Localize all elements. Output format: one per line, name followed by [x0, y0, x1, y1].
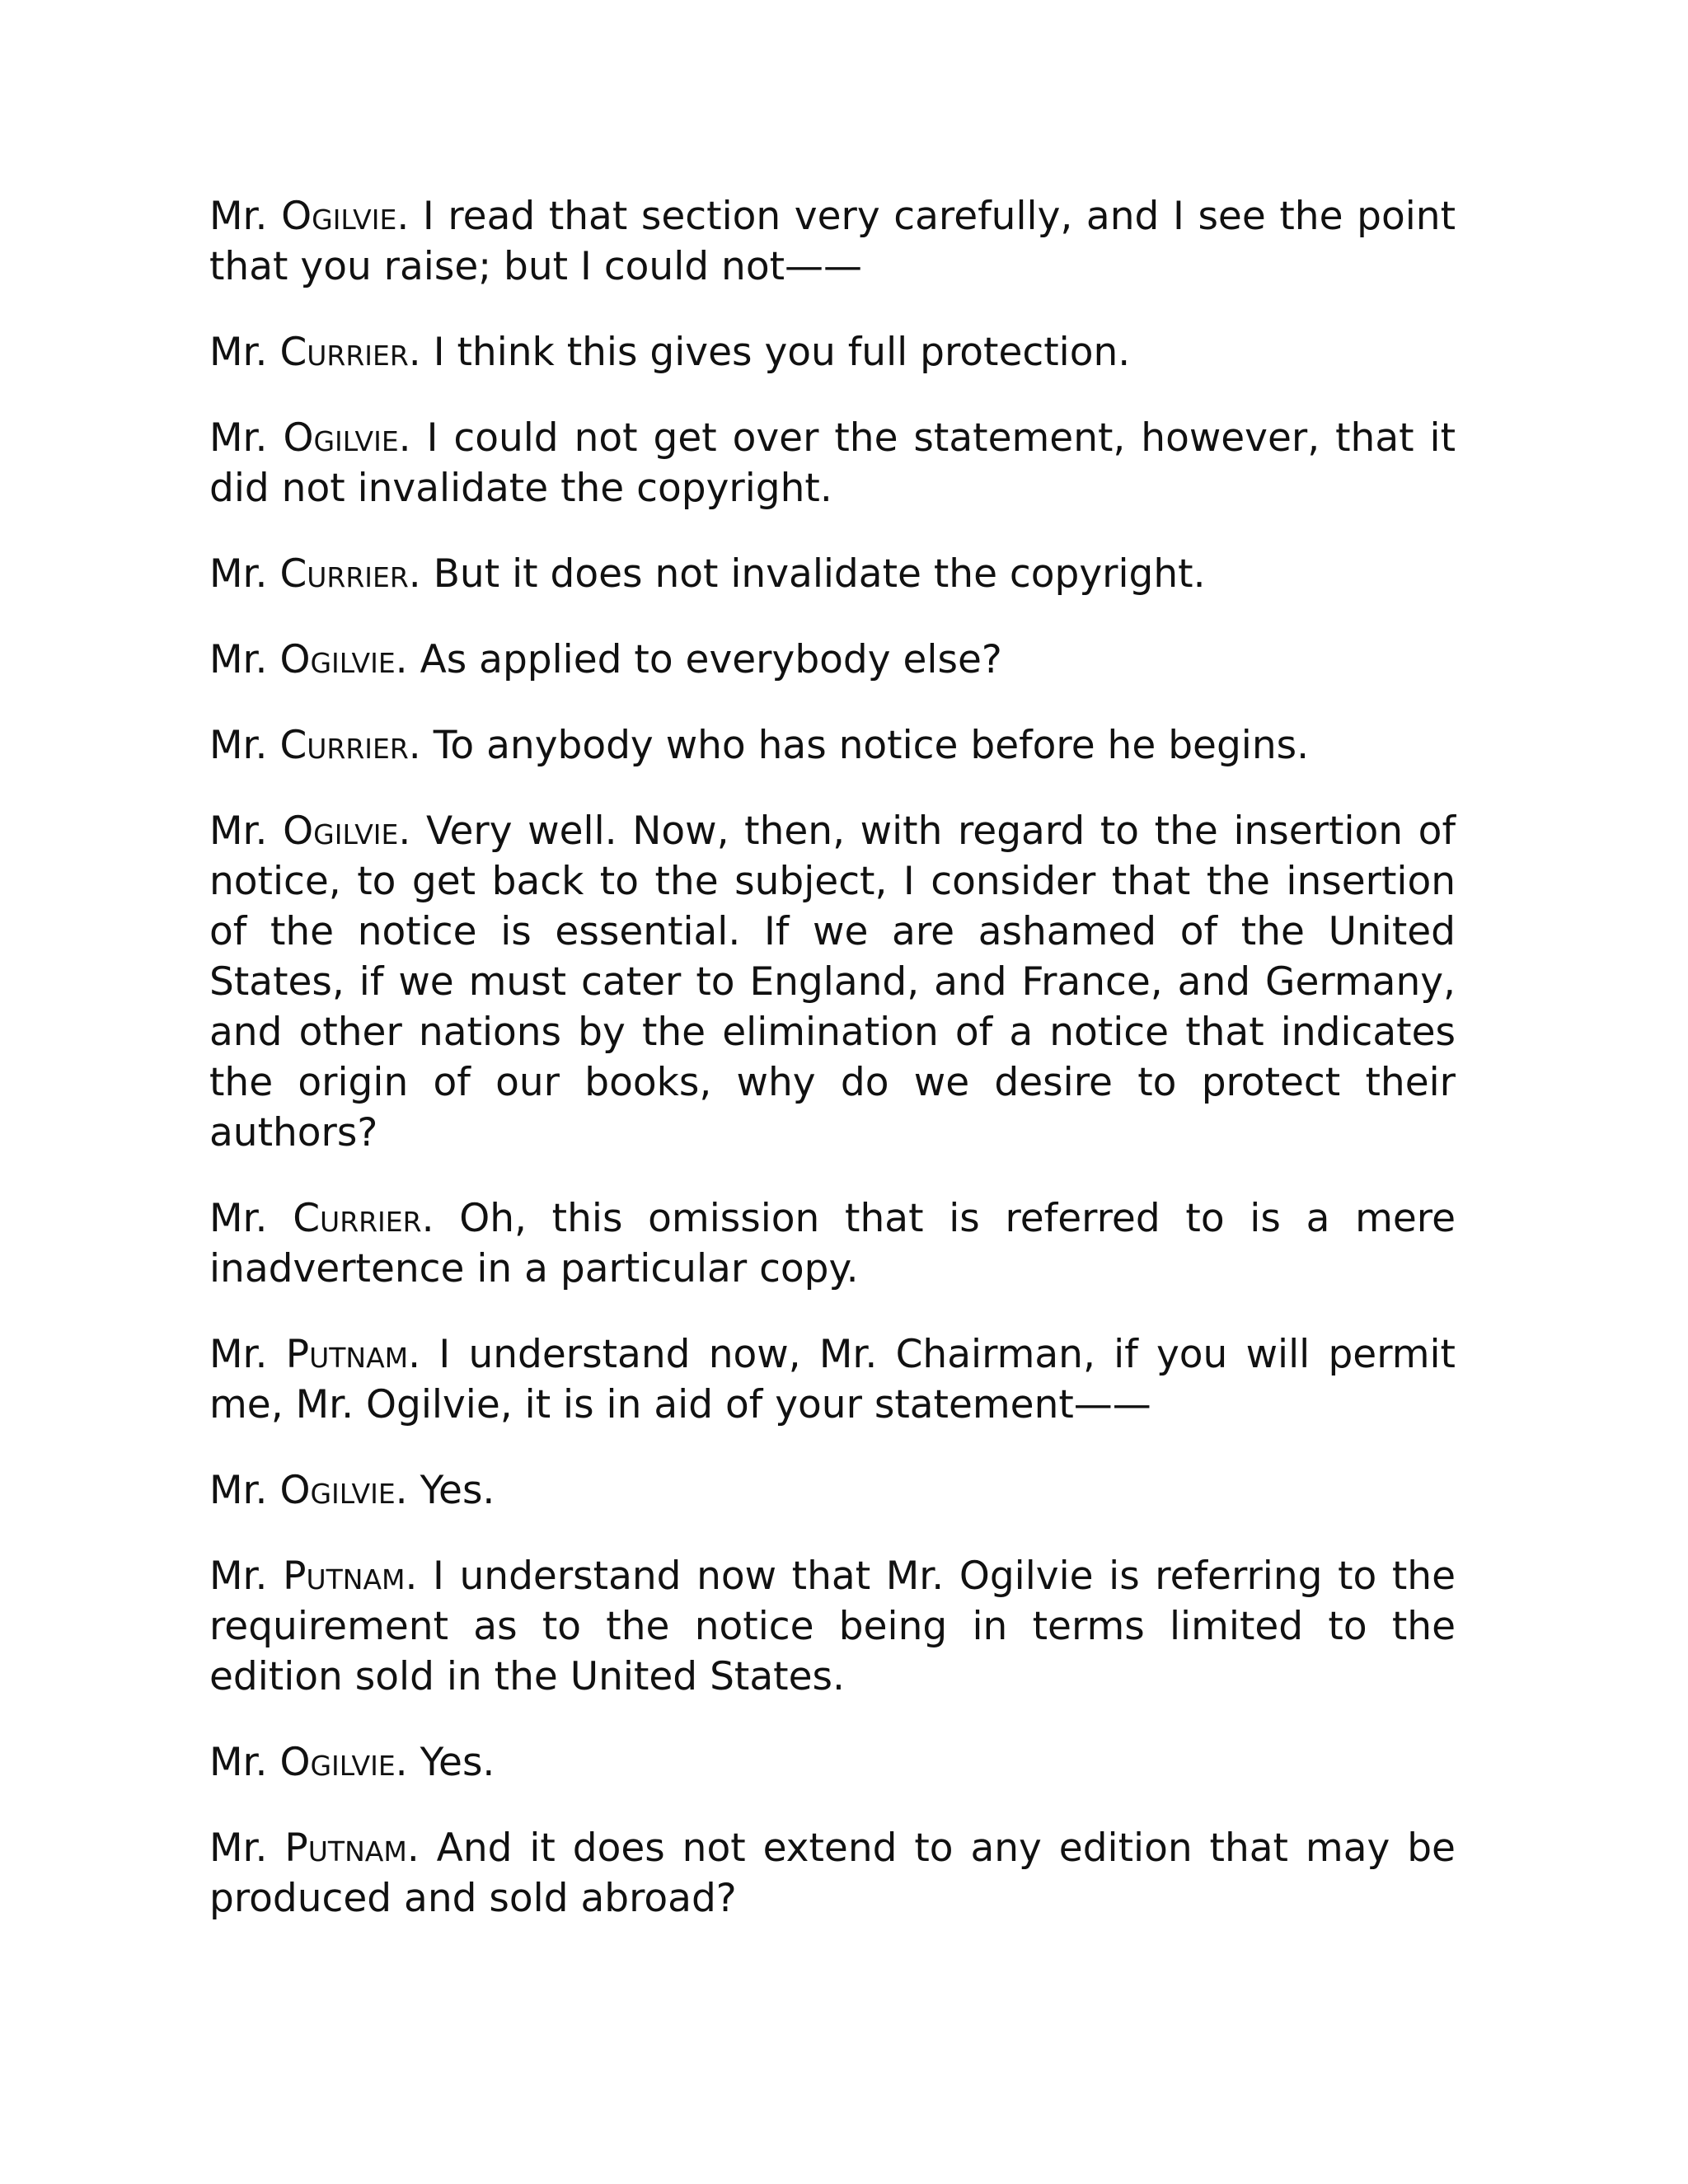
- speaker-name: Currier: [279, 551, 409, 597]
- speaker-prefix: Mr.: [209, 723, 268, 768]
- transcript-paragraph: Mr. Currier. To anybody who has notice before he begins.: [209, 723, 1310, 768]
- transcript-paragraph: Mr. Putnam. And it does not extend to any edition that may be produced and sold abroad?: [209, 1825, 1456, 1921]
- speech-text: Very well. Now, then, with regard to the insertion of notice, to get back to the subject, I consider that the insertion of the notice is essential. If we are ashamed of the United States, if we must cater to England, and France, and Germany, and other nations by the elimination of a notice that indicates the origin of our books, why do we desire to protect their authors?: [209, 808, 1456, 1155]
- speaker-prefix: Mr.: [209, 415, 268, 461]
- speaker-name: Putnam: [285, 1332, 409, 1377]
- speech-text: And it does not extend to any edition that may be produced and sold abroad?: [209, 1825, 1456, 1921]
- transcript-paragraph: Mr. Ogilvie. Yes.: [209, 1740, 495, 1785]
- speech-text: As applied to everybody else?: [420, 637, 1002, 682]
- speaker-prefix: Mr.: [209, 637, 268, 682]
- speaker-prefix: Mr.: [209, 1196, 268, 1241]
- speaker-name: Currier: [279, 723, 409, 768]
- speaker-name: Currier: [279, 330, 409, 375]
- speaker-name: Ogilvie: [279, 1468, 396, 1513]
- speaker-name: Putnam: [283, 1554, 406, 1599]
- transcript-paragraph: Mr. Ogilvie. I read that section very carefully, and I see the point that you raise; but I could not——: [209, 194, 1456, 289]
- transcript-paragraph: Mr. Currier. Oh, this omission that is referred to is a mere inadvertence in a particular copy.: [209, 1196, 1456, 1291]
- speaker-prefix: Mr.: [209, 1554, 268, 1599]
- speaker-name: Ogilvie: [283, 415, 399, 461]
- speaker-prefix: Mr.: [209, 551, 268, 597]
- speech-text: Yes.: [420, 1468, 495, 1513]
- speech-text: To anybody who has notice before he begins.: [433, 723, 1310, 768]
- transcript-paragraph: Mr. Currier. But it does not invalidate the copyright.: [209, 551, 1206, 597]
- speech-text: But it does not invalidate the copyright.: [433, 551, 1206, 597]
- speech-text: Oh, this omission that is referred to is a mere inadvertence in a particular copy.: [209, 1196, 1456, 1291]
- speaker-name: Ogilvie: [283, 808, 399, 854]
- speaker-prefix: Mr.: [209, 808, 268, 854]
- speech-text: I could not get over the statement, however, that it did not invalidate the copyright.: [209, 415, 1456, 511]
- speaker-prefix: Mr.: [209, 1468, 268, 1513]
- speaker-name: Currier: [293, 1196, 422, 1241]
- transcript-paragraph: Mr. Ogilvie. Very well. Now, then, with regard to the insertion of notice, to get back to the subject, I consider that the insertion of the notice is essential. If we are ashamed of the United States, if we must cater to England, and France, and Germany, and other nations by the elimination of a notice that indicates the origin of our books, why do we desire to protect their authors?: [209, 808, 1456, 1155]
- transcript-paragraph: Mr. Ogilvie. As applied to everybody else?: [209, 637, 1002, 682]
- document-page: [209, 191, 1456, 1959]
- speech-text: Yes.: [420, 1740, 495, 1785]
- transcript-paragraph: Mr. Currier. I think this gives you full protection.: [209, 330, 1131, 375]
- transcript-paragraph: Mr. Putnam. I understand now that Mr. Ogilvie is referring to the requirement as to the notice being in terms limited to the edition sold in the United States.: [209, 1554, 1456, 1699]
- speech-text: I understand now, Mr. Chairman, if you will permit me, Mr. Ogilvie, it is in aid of your statement——: [209, 1332, 1456, 1427]
- transcript-paragraph: Mr. Ogilvie. I could not get over the statement, however, that it did not invalidate the copyright.: [209, 415, 1456, 511]
- speaker-name: Ogilvie: [281, 194, 397, 239]
- speech-text: I understand now that Mr. Ogilvie is referring to the requirement as to the notice being in terms limited to the edition sold in the United States.: [209, 1554, 1456, 1699]
- speaker-name: Putnam: [284, 1825, 407, 1871]
- speaker-prefix: Mr.: [209, 194, 268, 239]
- speaker-name: Ogilvie: [279, 637, 396, 682]
- transcript-paragraph: Mr. Putnam. I understand now, Mr. Chairman, if you will permit me, Mr. Ogilvie, it is in aid of your statement——: [209, 1332, 1456, 1427]
- speaker-prefix: Mr.: [209, 1332, 268, 1377]
- speech-text: I think this gives you full protection.: [433, 330, 1131, 375]
- speaker-prefix: Mr.: [209, 1740, 268, 1785]
- speaker-name: Ogilvie: [279, 1740, 396, 1785]
- speaker-prefix: Mr.: [209, 1825, 268, 1871]
- speaker-prefix: Mr.: [209, 330, 268, 375]
- speech-text: I read that section very carefully, and I see the point that you raise; but I could not——: [209, 194, 1456, 289]
- transcript-paragraph: Mr. Ogilvie. Yes.: [209, 1468, 495, 1513]
